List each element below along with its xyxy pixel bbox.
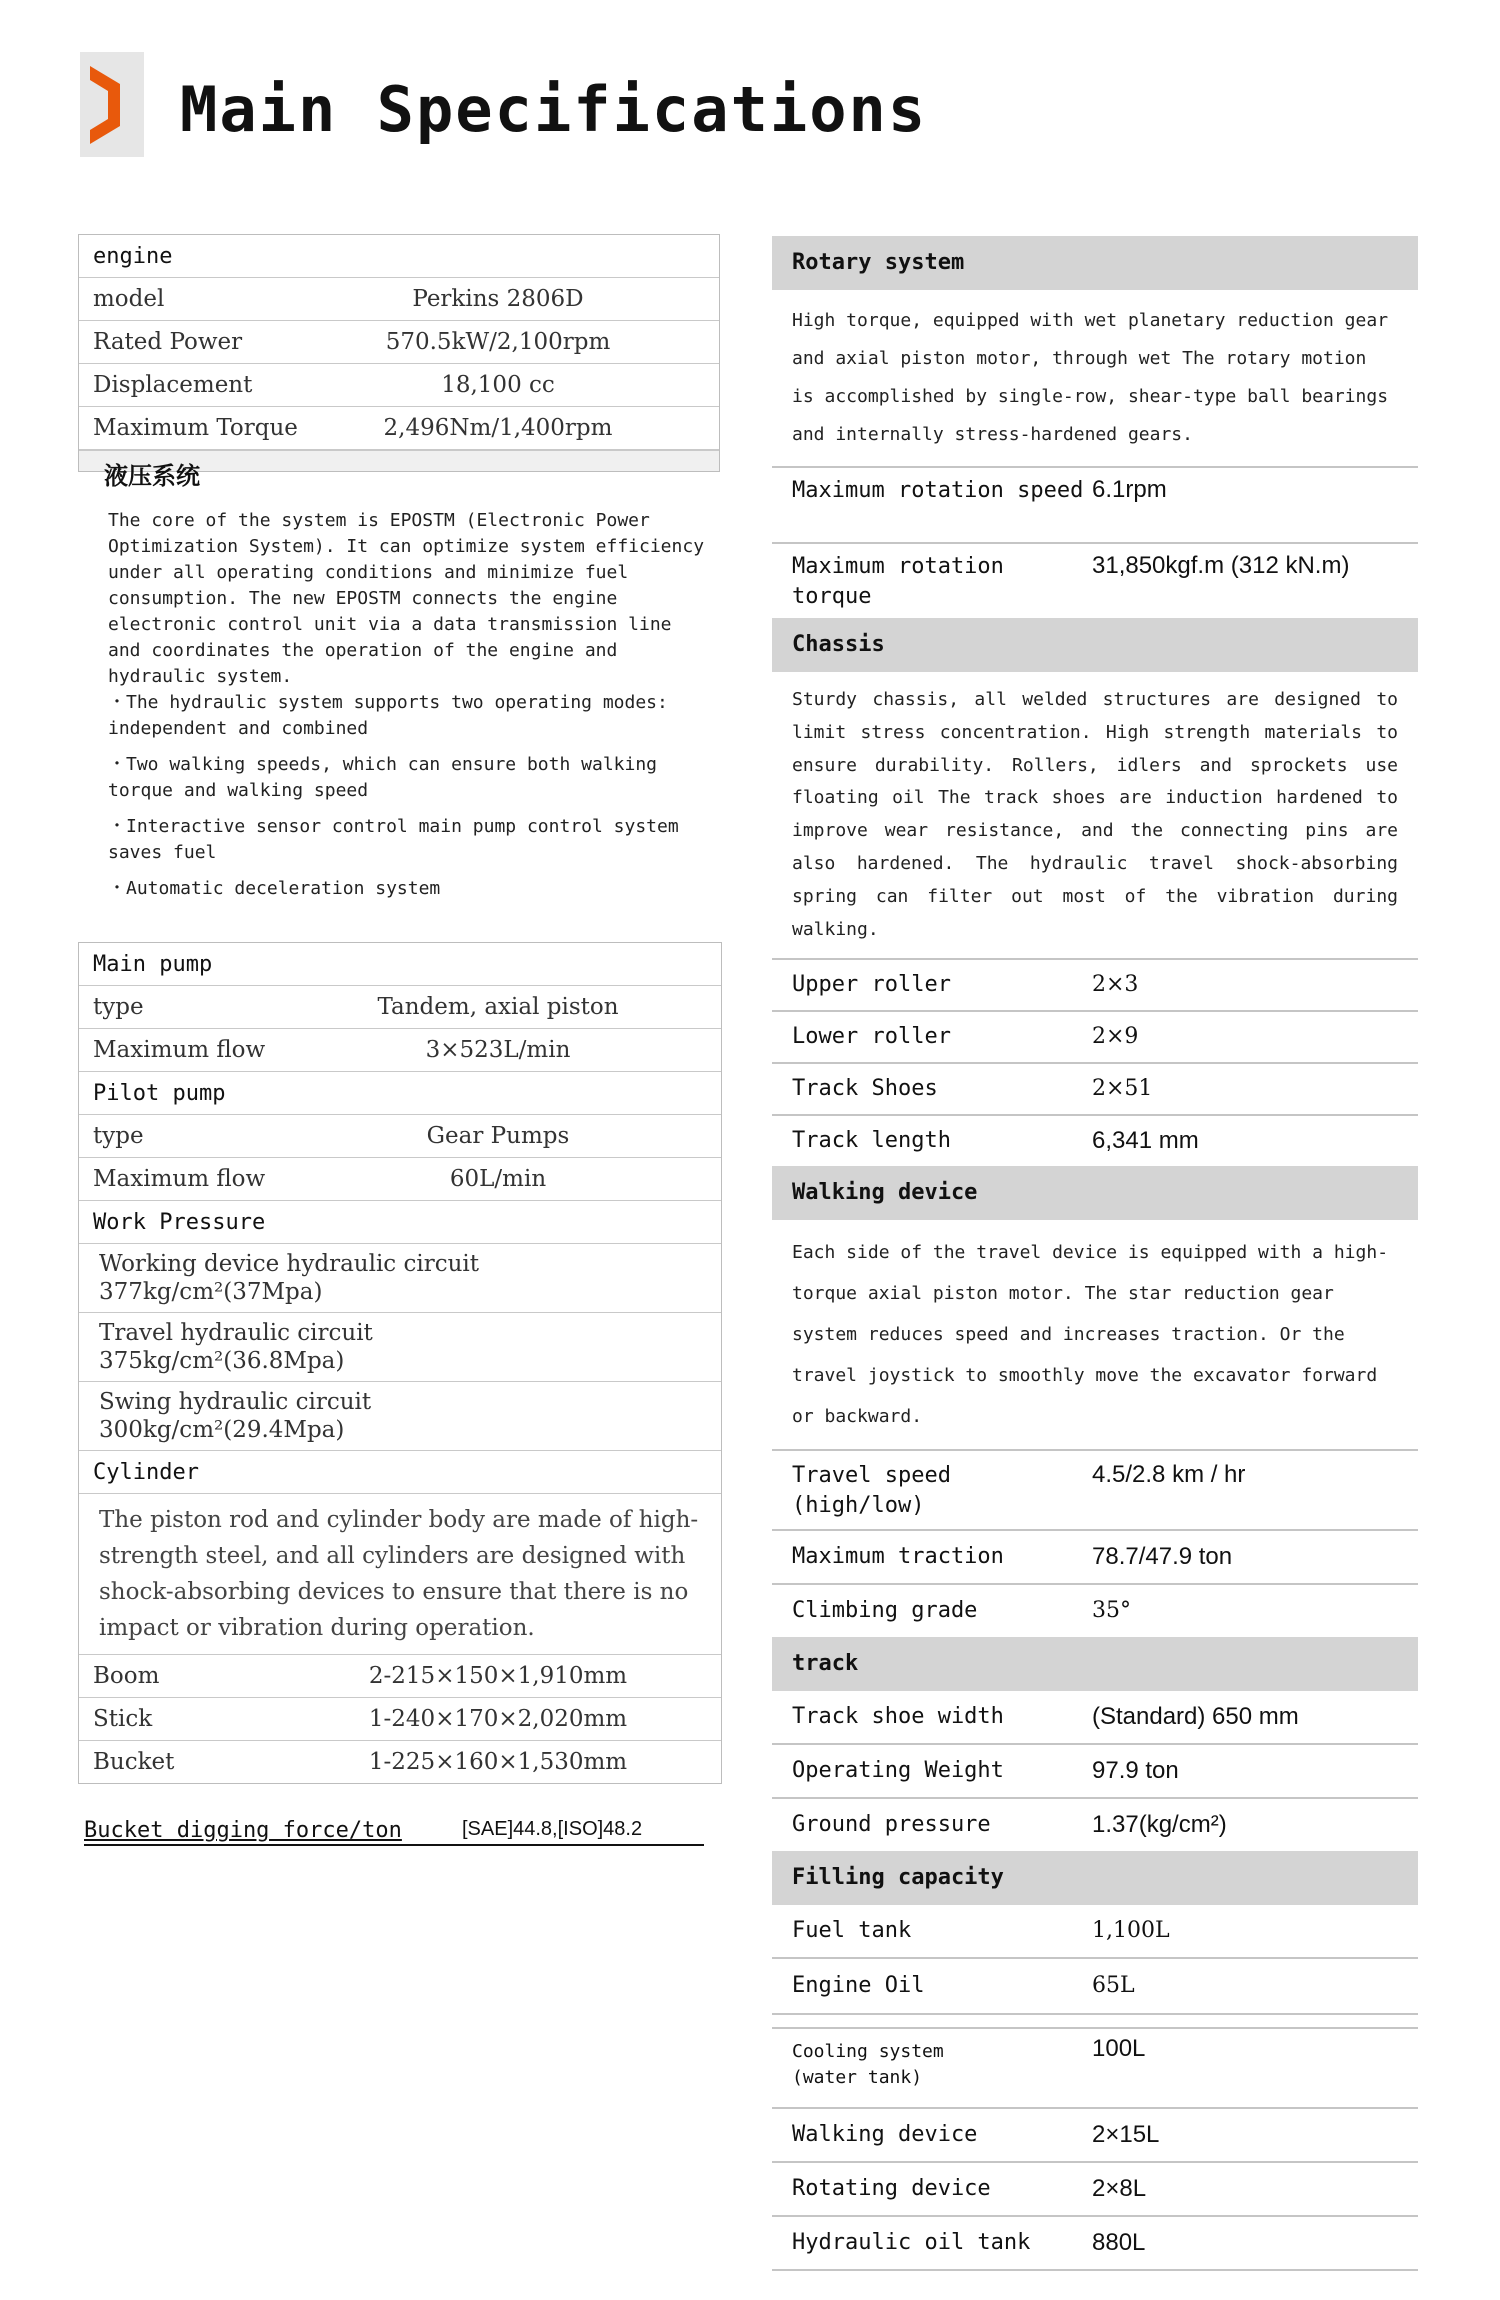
pilot-pump-type-label: type	[93, 1123, 144, 1149]
hydraulic-description	[108, 508, 708, 902]
table-row	[772, 1745, 1418, 1799]
cooling-system-label-line2: (water tank)	[792, 2067, 923, 2089]
climbing-grade-label: Climbing grade	[792, 1598, 978, 1624]
main-pump-flow-label: Maximum flow	[93, 1037, 266, 1063]
table-row	[79, 278, 719, 321]
table-row	[79, 1655, 721, 1698]
section-row	[79, 1201, 721, 1244]
table-row	[79, 407, 719, 450]
table-row	[79, 1115, 721, 1158]
page-title: Main Specifications	[180, 73, 928, 146]
rotation-speed-value: 6.1rpm	[1092, 476, 1167, 503]
table-row	[772, 1959, 1418, 2015]
swing-circuit-label: Swing hydraulic circuit	[99, 1389, 372, 1415]
track-length-label: Track length	[792, 1128, 951, 1154]
cylinder-description: The piston rod and cylinder body are made of high-strength steel, and all cylinders are designed with shock-absorbing devices to ensure that there is no impact or vibration during operation.	[79, 1494, 721, 1655]
chassis-header: Chassis	[772, 618, 1418, 672]
bucket-value: 1-225×160×1,530mm	[368, 1749, 628, 1775]
operating-weight-label: Operating Weight	[792, 1758, 1004, 1784]
rotary-description: High torque, equipped with wet planetary reduction gear and axial piston motor, through wet The rotary motion is accomplished by single-row, shear-type ball bearings and internally stress-hardened gears.	[772, 290, 1418, 468]
hydraulic-intro: The core of the system is EPOSTM (Electronic Power Optimization System). It can optimize system efficiency under all operating conditions and minimize fuel consumption. The new EPOSTM connects the engine electronic control unit via a data transmission line and coordinates the operation of the engine and hydraulic system.	[108, 510, 705, 687]
engine-header: engine	[93, 243, 173, 269]
hydraulic-bullet: ・Interactive sensor control main pump control system saves fuel	[108, 816, 679, 863]
hydraulic-bullet: ・Automatic deceleration system	[108, 878, 441, 899]
displacement-label: Displacement	[93, 372, 253, 398]
operating-weight-value: 97.9 ton	[1092, 1757, 1179, 1785]
lower-roller-value: 2×9	[1092, 1024, 1139, 1050]
hydraulic-bullet: ・Two walking speeds, which can ensure both walking torque and walking speed	[108, 754, 658, 801]
table-row	[772, 1585, 1418, 1637]
pilot-pump-flow-value: 60L/min	[449, 1166, 547, 1192]
cylinder-header: Cylinder	[93, 1459, 199, 1485]
working-circuit-label: Working device hydraulic circuit	[99, 1251, 480, 1277]
rotary-system-header: Rotary system	[772, 236, 1418, 290]
max-traction-value: 78.7/47.9 ton	[1092, 1543, 1233, 1571]
table-row	[79, 1029, 721, 1072]
bucket-label: Bucket	[93, 1749, 175, 1775]
main-pump-header: Main pump	[93, 951, 213, 977]
table-row	[772, 2027, 1418, 2109]
table-row	[772, 1064, 1418, 1116]
rotation-speed-label: Maximum rotation speed	[792, 478, 1084, 503]
pilot-pump-flow-label: Maximum flow	[93, 1166, 266, 1192]
engine-table	[78, 234, 720, 472]
table-row	[772, 2109, 1418, 2163]
main-pump-flow-value: 3×523L/min	[425, 1037, 571, 1063]
table-row	[772, 1116, 1418, 1166]
table-row	[772, 960, 1418, 1012]
bucket-digging-force	[84, 1818, 704, 1846]
table-row	[772, 468, 1418, 544]
travel-speed-label: Travel speed (high/low)	[792, 1463, 951, 1519]
ground-pressure-value: 1.37(kg/cm²)	[1092, 1811, 1227, 1839]
max-traction-label: Maximum traction	[792, 1544, 1004, 1570]
pilot-pump-type-value: Gear Pumps	[426, 1123, 570, 1149]
table-row	[772, 1451, 1418, 1531]
cooling-system-label	[792, 2029, 1092, 2107]
section-row	[79, 943, 721, 986]
table-row	[772, 2217, 1418, 2271]
table-row	[772, 1012, 1418, 1064]
rotation-torque-value: 31,850kgf.m (312 kN.m)	[1092, 552, 1350, 579]
main-pump-type-label: type	[93, 994, 144, 1020]
section-row	[79, 1451, 721, 1494]
max-torque-label: Maximum Torque	[93, 415, 298, 441]
digging-force-label: Bucket digging force/ton	[84, 1818, 402, 1843]
hydraulic-oil-tank-label: Hydraulic oil tank	[792, 2230, 1031, 2256]
climbing-grade-value: 35°	[1092, 1598, 1131, 1624]
stick-label: Stick	[93, 1706, 153, 1732]
table-row	[772, 2163, 1418, 2217]
boom-value: 2-215×150×1,910mm	[368, 1663, 628, 1689]
table-row	[772, 1691, 1418, 1745]
walking-description: Each side of the travel device is equipped with a high-torque axial piston motor. The star reduction gear system reduces speed and increases traction. Or the travel joystick to smoothly move the excavator forward or backward.	[772, 1220, 1418, 1451]
table-row	[79, 986, 721, 1029]
shoe-width-value: (Standard) 650 mm	[1092, 1703, 1299, 1731]
work-pressure-header: Work Pressure	[93, 1209, 266, 1235]
track-header: track	[772, 1637, 1418, 1691]
engine-header-row	[79, 235, 719, 278]
stick-value: 1-240×170×2,020mm	[368, 1706, 628, 1732]
upper-roller-label: Upper roller	[792, 972, 951, 998]
digging-force-value: [SAE]44.8,[ISO]48.2	[462, 1818, 643, 1840]
table-row	[79, 1382, 721, 1451]
ground-pressure-label: Ground pressure	[792, 1812, 991, 1838]
displacement-value: 18,100 cc	[441, 372, 555, 398]
cooling-system-value: 100L	[1092, 2035, 1146, 2063]
table-row	[79, 1158, 721, 1201]
walking-device-header: Walking device	[772, 1166, 1418, 1220]
track-shoes-label: Track Shoes	[792, 1076, 938, 1102]
cooling-system-label-line1: Cooling system	[792, 2041, 944, 2063]
rotating-device-oil-label: Rotating device	[792, 2176, 991, 2202]
hydraulic-oil-tank-value: 880L	[1092, 2229, 1146, 2257]
engine-model-value: Perkins 2806D	[412, 286, 584, 312]
travel-speed-value: 4.5/2.8 km / hr	[1092, 1461, 1246, 1489]
brand-logo	[80, 52, 144, 157]
table-row	[79, 1741, 721, 1783]
shoe-width-label: Track shoe width	[792, 1704, 1004, 1730]
hydraulic-system-title: 液压系统	[104, 461, 200, 490]
hydraulic-bullet: ・The hydraulic system supports two operating modes: independent and combined	[108, 692, 668, 739]
walking-device-oil-value: 2×15L	[1092, 2121, 1160, 2149]
table-row	[772, 1799, 1418, 1851]
section-row	[79, 1072, 721, 1115]
engine-oil-value: 65L	[1092, 1973, 1135, 1999]
table-row	[772, 1531, 1418, 1585]
table-row	[772, 1905, 1418, 1959]
travel-circuit-value: 375kg/cm²(36.8Mpa)	[99, 1348, 345, 1374]
track-length-value: 6,341 mm	[1092, 1127, 1199, 1155]
pump-table	[78, 942, 722, 1784]
pilot-pump-header: Pilot pump	[93, 1080, 226, 1106]
fuel-tank-label: Fuel tank	[792, 1918, 912, 1944]
main-pump-type-value: Tandem, axial piston	[377, 994, 619, 1020]
rotating-device-oil-value: 2×8L	[1092, 2175, 1147, 2203]
table-row	[79, 1244, 721, 1313]
engine-model-label: model	[93, 286, 165, 312]
filling-capacity-header: Filling capacity	[772, 1851, 1418, 1905]
table-row	[79, 321, 719, 364]
swing-circuit-value: 300kg/cm²(29.4Mpa)	[99, 1417, 345, 1443]
boom-label: Boom	[93, 1663, 160, 1689]
chassis-description: Sturdy chassis, all welded structures are designed to limit stress concentration. High strength materials to ensure durability. Rollers, idlers and sprockets use floating oil The track shoes are induction hardened to improve wear resistance, and the connecting pins are also hardened. The hydraulic travel shock-absorbing spring can filter out most of the vibration during walking.	[772, 672, 1418, 960]
travel-circuit-label: Travel hydraulic circuit	[99, 1320, 373, 1346]
lower-roller-label: Lower roller	[792, 1024, 951, 1050]
working-circuit-value: 377kg/cm²(37Mpa)	[99, 1279, 323, 1305]
left-column	[78, 234, 730, 472]
table-row	[79, 1698, 721, 1741]
max-torque-value: 2,496Nm/1,400rpm	[383, 415, 613, 441]
rotation-torque-label: Maximum rotation torque	[792, 554, 1004, 609]
rated-power-value: 570.5kW/2,100rpm	[385, 329, 611, 355]
upper-roller-value: 2×3	[1092, 972, 1139, 998]
track-shoes-value: 2×51	[1092, 1076, 1153, 1102]
rated-power-label: Rated Power	[93, 329, 243, 355]
fuel-tank-value: 1,100L	[1092, 1918, 1170, 1944]
table-row	[79, 1313, 721, 1382]
right-column	[772, 236, 1418, 2271]
engine-oil-label: Engine Oil	[792, 1973, 925, 1999]
walking-device-oil-label: Walking device	[792, 2122, 978, 2148]
table-row	[772, 544, 1418, 618]
table-row	[79, 364, 719, 407]
